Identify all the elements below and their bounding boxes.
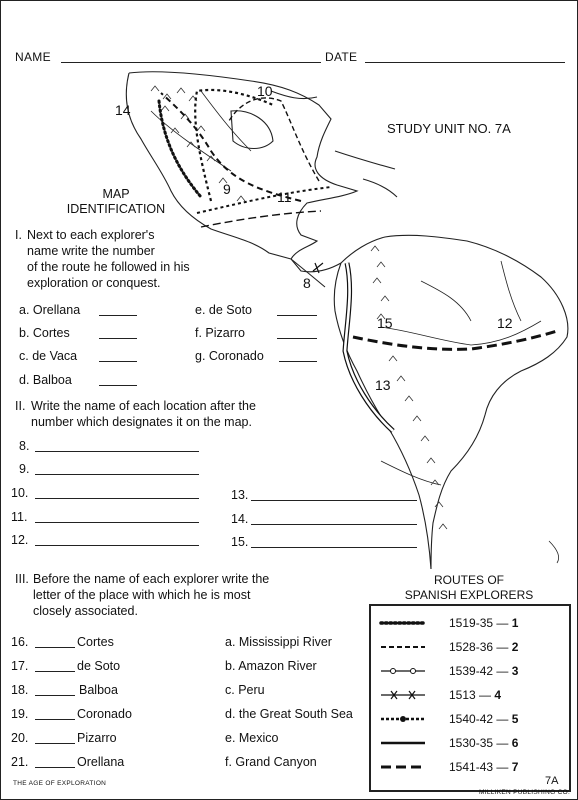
location-number-15: 15. (231, 535, 249, 549)
legend-row-2: 1528-36 — 2 (371, 636, 569, 658)
location-blank-10[interactable] (35, 498, 199, 499)
match-blank-16[interactable] (35, 647, 75, 648)
match-number-18: 18. (11, 683, 29, 697)
footer-right: MILLIKEN PUBLISHING CO. (479, 789, 571, 796)
legend-row-4: 1513 — 4 (371, 684, 569, 706)
location-blank-12[interactable] (35, 545, 199, 546)
part1-line1: Next to each explorer's (27, 228, 155, 242)
location-number-12: 12. (11, 533, 29, 547)
legend-years-5: 1540-42 (449, 712, 494, 726)
location-blank-15[interactable] (251, 547, 417, 548)
match-blank-19[interactable] (35, 719, 75, 720)
legend-dashed-line-icon (379, 642, 427, 652)
location-number-13: 13. (231, 488, 249, 502)
map-label-15: 15 (377, 315, 393, 331)
location-blank-9[interactable] (35, 474, 199, 475)
match-blank-17[interactable] (35, 671, 75, 672)
match-explorer-cortes: Cortes (77, 635, 114, 649)
part1-line2: name write the number (27, 244, 155, 258)
part3-line2: letter of the place with which he is most (33, 588, 251, 602)
location-number-14: 14. (231, 512, 249, 526)
legend-number-3: 3 (511, 664, 519, 678)
map-label-14: 14 (115, 102, 131, 118)
legend-row-3: 1539-42 — 3 (371, 660, 569, 682)
explorer-item-coronado: g. Coronado (195, 349, 264, 363)
explorer-item-orellana: a. Orellana (19, 303, 81, 317)
legend-row-6: 1530-35 — 6 (371, 732, 569, 754)
location-number-11: 11. (11, 510, 28, 524)
part2-line2: number which designates it on the map. (31, 415, 252, 429)
location-number-10: 10. (11, 486, 29, 500)
match-explorer-coronado: Coronado (77, 707, 132, 721)
explorer-item-de-vaca: c. de Vaca (19, 349, 78, 363)
match-number-21: 21. (11, 755, 29, 769)
legend-number-7: 7 (511, 760, 519, 774)
legend-row-5: 1540-42 — 5 (371, 708, 569, 730)
place-mississippi: a. Mississippi River (225, 635, 332, 649)
legend-row-7: 1541-43 — 7 (371, 756, 569, 778)
match-blank-21[interactable] (35, 767, 75, 768)
match-number-16: 16. (11, 635, 29, 649)
legend-years-7: 1541-43 (449, 760, 494, 774)
americas-map (1, 1, 578, 601)
legend-long-dash-line-icon (379, 762, 427, 772)
explorer-item-de-soto: e. de Soto (195, 303, 252, 317)
part1-line3: of the route he followed in his (27, 260, 190, 274)
footer-left: THE AGE OF EXPLORATION (13, 780, 107, 787)
legend-circle-line-icon (379, 666, 427, 676)
explorer-item-pizarro: f. Pizarro (195, 326, 246, 340)
map-label-11: 11 (277, 189, 292, 205)
legend-title-line1: ROUTES OF (433, 573, 504, 587)
place-peru: c. Peru (225, 683, 265, 697)
page-code: 7A (545, 775, 559, 787)
legend-number-4: 4 (494, 688, 502, 702)
date-label: DATE (325, 50, 358, 64)
map-heading-line2: IDENTIFICATION (66, 202, 166, 216)
part2-line1: Write the name of each location after the (31, 399, 256, 413)
location-number-8: 8. (19, 439, 30, 453)
place-mexico: e. Mexico (225, 731, 279, 745)
place-amazon: b. Amazon River (225, 659, 317, 673)
match-explorer-orellana: Orellana (77, 755, 125, 769)
map-label-9: 9 (223, 181, 231, 197)
answer-blank-g[interactable] (279, 361, 317, 362)
legend-years-6: 1530-35 (449, 736, 494, 750)
legend-years-1: 1519-35 (449, 616, 494, 630)
legend-number-1: 1 (511, 616, 519, 630)
legend-years-3: 1539-42 (449, 664, 494, 678)
explorer-item-cortes: b. Cortes (19, 326, 70, 340)
legend-number-5: 5 (511, 712, 519, 726)
legend-years-2: 1528-36 (449, 640, 494, 654)
match-number-20: 20. (11, 731, 29, 745)
map-label-12: 12 (497, 315, 513, 331)
part1-numeral: I. (15, 228, 22, 242)
part3-numeral: III. (15, 572, 29, 586)
match-explorer-balboa: Balboa (79, 683, 118, 697)
answer-blank-e[interactable] (277, 315, 317, 316)
map-label-10: 10 (257, 83, 273, 99)
match-number-19: 19. (11, 707, 29, 721)
map-heading-line1: MAP (102, 187, 130, 201)
match-explorer-de-soto: de Soto (77, 659, 121, 673)
match-explorer-pizarro: Pizarro (77, 731, 117, 745)
answer-blank-f[interactable] (277, 338, 317, 339)
legend-cross-line-icon (379, 690, 427, 700)
routes-legend (369, 604, 571, 792)
map-label-8: 8 (303, 275, 311, 291)
answer-blank-d[interactable] (99, 385, 137, 386)
legend-solid-line-icon (379, 738, 427, 748)
legend-years-4: 1513 (449, 688, 476, 702)
legend-row-1: 1519-35 — 1 (371, 612, 569, 634)
answer-blank-a[interactable] (99, 315, 137, 316)
legend-number-6: 6 (511, 736, 519, 750)
match-blank-20[interactable] (35, 743, 75, 744)
legend-title-line2: SPANISH EXPLORERS (404, 588, 534, 602)
answer-blank-c[interactable] (99, 361, 137, 362)
location-blank-8[interactable] (35, 451, 199, 452)
location-blank-13[interactable] (251, 500, 417, 501)
location-blank-11[interactable] (35, 522, 199, 523)
location-blank-14[interactable] (251, 524, 417, 525)
location-number-9: 9. (19, 462, 30, 476)
explorer-item-balboa: d. Balboa (19, 373, 72, 387)
legend-bead-line-icon (379, 714, 427, 724)
unit-title: STUDY UNIT NO. 7A (387, 121, 511, 136)
name-label: NAME (15, 50, 51, 64)
match-blank-18[interactable] (35, 695, 75, 696)
answer-blank-b[interactable] (99, 338, 137, 339)
place-great-south-sea: d. the Great South Sea (225, 707, 353, 721)
legend-number-2: 2 (511, 640, 519, 654)
part1-line4: exploration or conquest. (27, 276, 161, 290)
place-grand-canyon: f. Grand Canyon (225, 755, 317, 769)
match-number-17: 17. (11, 659, 29, 673)
part3-line1: Before the name of each explorer write the (33, 572, 270, 586)
part2-numeral: II. (15, 399, 26, 413)
part3-line3: closely associated. (33, 604, 138, 618)
legend-dotted-line-icon (379, 618, 427, 628)
map-label-13: 13 (375, 377, 391, 393)
